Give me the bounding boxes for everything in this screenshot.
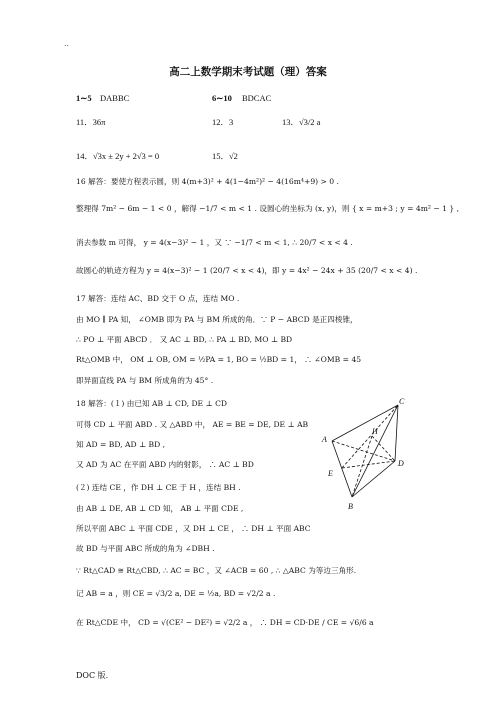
solution-16-line-1: 16 解答：要使方程表示圆，则 4(m+3)² + 4(1−4m²)² − 4(16m⁴+9) > 0 . (76, 177, 339, 186)
edge-dh-hidden (372, 436, 395, 461)
solution-18-line-3: 知 AD = BD, AD ⊥ BD , (76, 440, 166, 449)
solution-18-line-1: 18 解答：(１) 由已知 AB ⊥ CD, DE ⊥ CD (76, 399, 227, 408)
answer-1-5-value: DABBC (100, 93, 130, 103)
edge-bd (352, 461, 395, 497)
header-mark: .. (64, 39, 70, 48)
solution-17-line-2: 由 MO ∥ PA 知， ∠OMB 即为 PA 与 BM 所成的角．∵ P − ABCD 是正四棱锥， (76, 315, 358, 324)
label-a: A (322, 435, 327, 444)
edge-de-hidden (342, 461, 395, 468)
label-b: B (348, 502, 353, 511)
solution-17-line-4: Rt△OMB 中， OM ⊥ OB, OM = ½PA = 1, BO = ½BD = 1， ∴ ∠OMB = 45 (76, 355, 362, 364)
geometry-figure (312, 396, 422, 516)
answer-6-10-label: 6∼10 (212, 93, 232, 103)
solution-18-line-2: 可得 CD ⊥ 平面 ABD . 又 △ABD 中， AE = BE = DE, DE ⊥ AB (76, 420, 309, 429)
solution-18-line-11: 在 Rt△CDE 中， CD = √(CE² − DE²) = √2/2 a ， ∴ DH = CD·DE / CE = √6/6 a (76, 618, 374, 627)
label-c: C (399, 397, 405, 406)
edge-ac (332, 405, 398, 441)
answer-12: 12．3 (212, 117, 234, 127)
answer-6-10-value: BDCAC (242, 93, 272, 103)
solution-16-line-4: 故圆心的轨迹方程为 y = 4(x−3)² − 1 (20/7 < x < 4)，即 y = 4x² − 24x + 35 (20/7 < x < 4) . (76, 266, 418, 275)
solution-17-line-5: 即异面直线 PA 与 BM 所成角的为 45° . (76, 376, 214, 385)
answer-1-5-label: 1∼5 (76, 93, 92, 103)
solution-18-line-9: ∵ Rt△CAD ≅ Rt△CBD, ∴ AC = BC ，又 ∠ACB = 60 , ∴ △ABC 为等边三角形. (76, 566, 357, 575)
edge-cb (352, 405, 398, 497)
page-title: 高二上数学期末考试题（理）答案 (169, 66, 327, 78)
solution-17-line-3: ∴ PO ⊥ 平面 ABCD ． 又 AC ⊥ BD, ∴ PA ⊥ BD, MO ⊥ BD (76, 335, 293, 344)
answer-13: 13．√3/2 a (282, 117, 321, 127)
edge-cd (395, 405, 398, 461)
label-h: H (372, 427, 378, 436)
solution-18-line-10: 记 AB = a ，则 CE = √3/2 a, DE = ½a, BD = √2/2 a . (76, 589, 276, 598)
answer-11: 11．36π (76, 117, 106, 127)
solution-18-line-5: (２) 连结 CE ，作 DH ⊥ CE 于 H ，连结 BH . (76, 483, 241, 492)
edge-ce-hidden (342, 405, 398, 468)
solution-18-line-6: 由 AB ⊥ DE, AB ⊥ CD 知， AB ⊥ 平面 CDE , (76, 504, 244, 513)
solution-18-line-4: 又 AD 为 AC 在平面 ABD 内的射影， ∴ AC ⊥ BD (76, 460, 254, 469)
footer-note: DOC 版. (76, 671, 109, 680)
solution-18-line-8: 故 BD 与平面 ABC 所成的角为 ∠DBH . (76, 544, 215, 553)
solution-16-line-2: 整理得 7m² − 6m − 1 < 0 ，解得 −1/7 < m < 1 . 设圆心的坐标为 (x, y)，则 { x = m+3 ; y = 4m² − 1 } , (76, 204, 460, 213)
solution-16-line-3: 消去参数 m 可得， y = 4(x−3)² − 1 ，又 ∵ −1/7 < m < 1, ∴ 20/7 < x < 4 . (76, 238, 353, 247)
solution-17-line-1: 17 解答：连结 AC、BD 交于 O 点，连结 MO . (76, 294, 240, 303)
edge-ab (332, 441, 352, 497)
label-e: E (328, 469, 333, 478)
label-d: D (398, 459, 404, 468)
answer-14: 14．√3x ± 2y + 2√3 = 0 (76, 151, 160, 161)
answer-15: 15．√2 (212, 151, 238, 161)
solution-18-line-7: 所以平面 ABC ⊥ 平面 CDE ，又 DH ⊥ CE ， ∴ DH ⊥ 平面 ABC (76, 524, 311, 533)
